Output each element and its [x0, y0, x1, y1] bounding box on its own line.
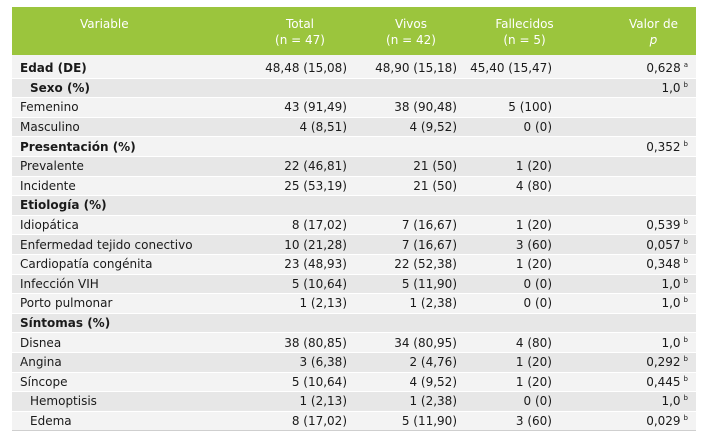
p-value-cell-text: 0,445	[646, 374, 681, 389]
vivos-cell	[355, 235, 467, 255]
variable-cell	[12, 254, 245, 274]
table-row	[12, 176, 696, 196]
footnote-marker: b	[683, 355, 688, 364]
table-row	[12, 196, 696, 216]
fallecidos-cell-text: 1 (20)	[515, 257, 552, 272]
fallecidos-cell-text: 1 (20)	[515, 355, 552, 370]
table-row	[12, 372, 696, 392]
vivos-cell	[355, 352, 467, 372]
total-cell	[245, 333, 355, 353]
footnote-marker: b	[683, 374, 688, 383]
vivos-cell	[355, 333, 467, 353]
fallecidos-cell	[467, 313, 582, 333]
vivos-cell	[355, 176, 467, 196]
fallecidos-cell	[467, 392, 582, 412]
vivos-cell-text: 21 (50)	[413, 178, 457, 193]
variable-cell	[12, 235, 245, 255]
total-cell-text: 4 (8,51)	[299, 120, 347, 135]
table-row	[12, 352, 696, 372]
vivos-cell-text: 2 (4,76)	[409, 355, 457, 370]
p-value-cell	[582, 372, 696, 392]
vivos-cell-text: 5 (11,90)	[401, 413, 457, 428]
p-value-cell-text: 1,0	[661, 296, 681, 311]
header-row	[12, 7, 696, 55]
fallecidos-cell-text: 3 (60)	[515, 413, 552, 428]
fallecidos-cell	[467, 294, 582, 314]
p-value-cell	[582, 176, 696, 196]
total-cell-text: 48,48 (15,08)	[265, 61, 347, 76]
fallecidos-cell	[467, 98, 582, 118]
vivos-cell-text: 1 (2,38)	[409, 394, 457, 409]
fallecidos-cell	[467, 333, 582, 353]
footnote-marker: b	[683, 237, 688, 246]
total-cell-text: 1 (2,13)	[299, 296, 347, 311]
table-row	[12, 215, 696, 235]
variable-cell-text: Disnea	[20, 335, 62, 350]
total-cell-text: 5 (10,64)	[291, 276, 347, 291]
vivos-cell	[355, 156, 467, 176]
footnote-marker: a	[683, 61, 688, 70]
variable-cell-text: Síntomas (%)	[20, 316, 111, 331]
vivos-cell	[355, 411, 467, 431]
vivos-cell	[355, 313, 467, 333]
table-row	[12, 392, 696, 412]
p-value-cell-text: 0,539	[646, 218, 681, 233]
fallecidos-cell	[467, 254, 582, 274]
fallecidos-cell-text: 0 (0)	[523, 394, 552, 409]
vivos-cell-text: 5 (11,90)	[401, 276, 457, 291]
vivos-cell	[355, 55, 467, 78]
table-body	[12, 55, 696, 431]
vivos-cell	[355, 274, 467, 294]
variable-cell-text: Enfermedad tejido conectivo	[20, 237, 193, 252]
total-cell	[245, 78, 355, 98]
total-cell	[245, 98, 355, 118]
header-fallecidos-n: (n = 5)	[503, 33, 546, 47]
variable-cell-text: Edema	[30, 413, 72, 428]
p-value-cell	[582, 235, 696, 255]
fallecidos-cell	[467, 274, 582, 294]
data-table	[12, 7, 696, 431]
total-cell	[245, 372, 355, 392]
variable-cell	[12, 392, 245, 412]
header-fallecidos	[467, 7, 582, 55]
total-cell	[245, 55, 355, 78]
fallecidos-cell-text: 45,40 (15,47)	[470, 61, 552, 76]
variable-cell	[12, 78, 245, 98]
p-value-cell-text: 0,348	[646, 257, 681, 272]
table-row	[12, 78, 696, 98]
variable-cell-text: Hemoptisis	[30, 394, 97, 409]
table-row	[12, 98, 696, 118]
fallecidos-cell	[467, 411, 582, 431]
footnote-marker: b	[683, 394, 688, 403]
p-value-cell	[582, 333, 696, 353]
vivos-cell-text: 34 (80,95)	[394, 335, 457, 350]
fallecidos-cell-text: 0 (0)	[523, 296, 552, 311]
variable-cell	[12, 274, 245, 294]
fallecidos-cell	[467, 55, 582, 78]
p-value-cell	[582, 55, 696, 78]
p-value-cell-text: 1,0	[661, 80, 681, 95]
fallecidos-cell	[467, 137, 582, 157]
footnote-marker: b	[683, 80, 688, 89]
table-header	[12, 7, 696, 55]
total-cell	[245, 392, 355, 412]
total-cell	[245, 274, 355, 294]
vivos-cell-text: 21 (50)	[413, 159, 457, 174]
total-cell-text: 43 (91,49)	[284, 100, 347, 115]
vivos-cell	[355, 294, 467, 314]
table-row	[12, 313, 696, 333]
variable-cell-text: Masculino	[20, 120, 80, 135]
variable-cell-text: Angina	[20, 355, 62, 370]
total-cell-text: 3 (6,38)	[299, 355, 347, 370]
vivos-cell	[355, 215, 467, 235]
p-value-cell-text: 0,352	[646, 139, 681, 154]
header-p-value	[582, 7, 696, 55]
footnote-marker: b	[683, 276, 688, 285]
p-value-cell	[582, 392, 696, 412]
variable-cell	[12, 98, 245, 118]
variable-cell-text: Idiopática	[20, 218, 79, 233]
variable-cell-text: Porto pulmonar	[20, 296, 113, 311]
variable-cell	[12, 333, 245, 353]
header-vivos	[355, 7, 467, 55]
fallecidos-cell-text: 1 (20)	[515, 218, 552, 233]
table-row	[12, 294, 696, 314]
total-cell-text: 8 (17,02)	[291, 218, 347, 233]
header-p-label: Valor de	[628, 17, 678, 31]
total-cell	[245, 137, 355, 157]
p-value-cell-text: 0,628	[646, 61, 681, 76]
p-value-cell	[582, 254, 696, 274]
variable-cell	[12, 215, 245, 235]
header-vivos-n: (n = 42)	[386, 33, 436, 47]
vivos-cell-text: 38 (90,48)	[394, 100, 457, 115]
p-value-cell	[582, 215, 696, 235]
variable-cell-text: Síncope	[20, 374, 68, 389]
p-value-cell	[582, 137, 696, 157]
vivos-cell	[355, 392, 467, 412]
variable-cell-text: Incidente	[20, 178, 76, 193]
vivos-cell	[355, 98, 467, 118]
variable-cell	[12, 313, 245, 333]
p-value-cell	[582, 274, 696, 294]
table-row	[12, 333, 696, 353]
fallecidos-cell-text: 0 (0)	[523, 120, 552, 135]
total-cell	[245, 117, 355, 137]
fallecidos-cell-text: 5 (100)	[508, 100, 552, 115]
total-cell-text: 22 (46,81)	[284, 159, 347, 174]
fallecidos-cell-text: 1 (20)	[515, 374, 552, 389]
fallecidos-cell-text: 4 (80)	[515, 178, 552, 193]
vivos-cell	[355, 137, 467, 157]
p-value-cell	[582, 78, 696, 98]
vivos-cell-text: 7 (16,67)	[401, 218, 457, 233]
p-value-cell	[582, 294, 696, 314]
table-row	[12, 274, 696, 294]
variable-cell-text: Femenino	[20, 100, 79, 115]
fallecidos-cell	[467, 78, 582, 98]
header-total-label: Total	[285, 17, 315, 31]
header-variable	[12, 7, 245, 55]
vivos-cell	[355, 372, 467, 392]
total-cell	[245, 352, 355, 372]
variable-cell-text: Prevalente	[20, 159, 84, 174]
p-value-cell-text: 1,0	[661, 394, 681, 409]
p-value-cell-text: 0,057	[646, 237, 681, 252]
footnote-marker: b	[683, 257, 688, 266]
header-p-italic: p	[649, 33, 658, 47]
table-row	[12, 235, 696, 255]
total-cell	[245, 176, 355, 196]
table-row	[12, 55, 696, 78]
fallecidos-cell	[467, 176, 582, 196]
footnote-marker: b	[683, 218, 688, 227]
variable-cell-text: Edad (DE)	[20, 61, 87, 76]
table-row	[12, 411, 696, 431]
fallecidos-cell	[467, 196, 582, 216]
fallecidos-cell-text: 0 (0)	[523, 276, 552, 291]
p-value-cell-text: 1,0	[661, 335, 681, 350]
table-row	[12, 137, 696, 157]
p-value-cell	[582, 411, 696, 431]
header-fallecidos-label: Fallecidos	[495, 17, 554, 31]
total-cell	[245, 235, 355, 255]
p-value-cell	[582, 196, 696, 216]
total-cell	[245, 196, 355, 216]
total-cell-text: 38 (80,85)	[284, 335, 347, 350]
fallecidos-cell	[467, 235, 582, 255]
vivos-cell	[355, 254, 467, 274]
p-value-cell	[582, 117, 696, 137]
total-cell	[245, 294, 355, 314]
variable-cell-text: Cardiopatía congénita	[20, 257, 153, 272]
variable-cell	[12, 372, 245, 392]
vivos-cell-text: 48,90 (15,18)	[375, 61, 457, 76]
p-value-cell-text: 0,029	[646, 413, 681, 428]
header-total	[245, 7, 355, 55]
fallecidos-cell	[467, 215, 582, 235]
variable-cell	[12, 196, 245, 216]
total-cell	[245, 411, 355, 431]
footnote-marker: b	[683, 335, 688, 344]
p-value-cell	[582, 313, 696, 333]
variable-cell	[12, 411, 245, 431]
p-value-cell	[582, 352, 696, 372]
header-total-n: (n = 47)	[275, 33, 325, 47]
fallecidos-cell-text: 3 (60)	[515, 237, 552, 252]
footnote-marker: b	[683, 139, 688, 148]
variable-cell-text: Infección VIH	[20, 276, 99, 291]
table-row	[12, 117, 696, 137]
variable-cell-text: Sexo (%)	[30, 80, 90, 95]
total-cell	[245, 313, 355, 333]
vivos-cell	[355, 78, 467, 98]
vivos-cell	[355, 196, 467, 216]
vivos-cell	[355, 117, 467, 137]
variable-cell	[12, 137, 245, 157]
fallecidos-cell-text: 4 (80)	[515, 335, 552, 350]
total-cell	[245, 156, 355, 176]
fallecidos-cell	[467, 117, 582, 137]
p-value-cell-text: 0,292	[646, 355, 681, 370]
total-cell-text: 23 (48,93)	[284, 257, 347, 272]
total-cell-text: 1 (2,13)	[299, 394, 347, 409]
fallecidos-cell	[467, 372, 582, 392]
fallecidos-cell	[467, 156, 582, 176]
footnote-marker: b	[683, 413, 688, 422]
vivos-cell-text: 4 (9,52)	[409, 374, 457, 389]
total-cell-text: 8 (17,02)	[291, 413, 347, 428]
header-vivos-label: Vivos	[395, 17, 427, 31]
table-row	[12, 156, 696, 176]
total-cell	[245, 254, 355, 274]
vivos-cell-text: 4 (9,52)	[409, 120, 457, 135]
total-cell-text: 5 (10,64)	[291, 374, 347, 389]
vivos-cell-text: 1 (2,38)	[409, 296, 457, 311]
table-row	[12, 254, 696, 274]
header-variable-label: Variable	[80, 17, 129, 31]
vivos-cell-text: 7 (16,67)	[401, 237, 457, 252]
variable-cell	[12, 117, 245, 137]
variable-cell	[12, 55, 245, 78]
variable-cell	[12, 176, 245, 196]
fallecidos-cell-text: 1 (20)	[515, 159, 552, 174]
p-value-cell	[582, 156, 696, 176]
total-cell	[245, 215, 355, 235]
p-value-cell	[582, 98, 696, 118]
variable-cell-text: Presentación (%)	[20, 139, 136, 154]
variable-cell	[12, 352, 245, 372]
footnote-marker: b	[683, 296, 688, 305]
total-cell-text: 10 (21,28)	[284, 237, 347, 252]
p-value-cell-text: 1,0	[661, 276, 681, 291]
vivos-cell-text: 22 (52,38)	[394, 257, 457, 272]
variable-cell	[12, 294, 245, 314]
variable-cell-text: Etiología (%)	[20, 198, 107, 213]
fallecidos-cell	[467, 352, 582, 372]
variable-cell	[12, 156, 245, 176]
total-cell-text: 25 (53,19)	[284, 178, 347, 193]
